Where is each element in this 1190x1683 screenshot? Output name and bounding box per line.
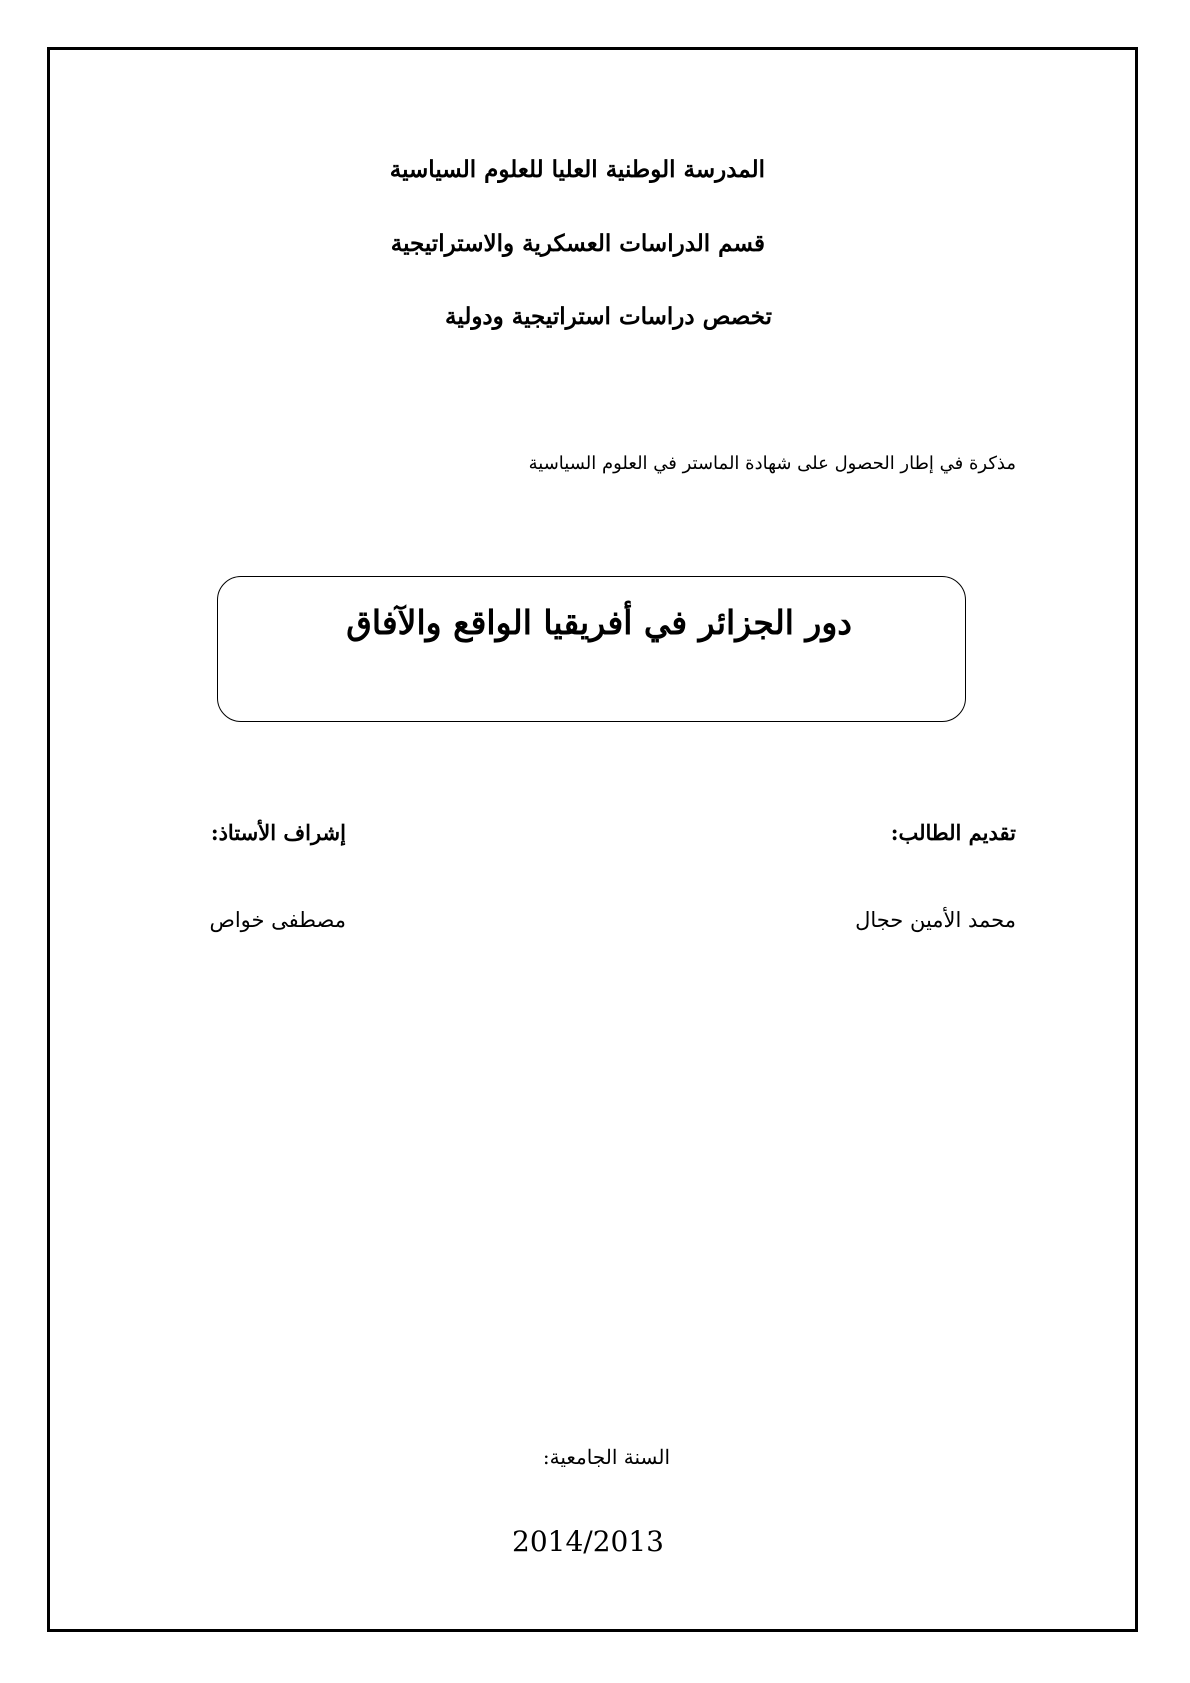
thesis-title: دور الجزائر في أفريقيا الواقع والآفاق [346, 603, 852, 642]
specialty-name: تخصص دراسات استراتيجية ودولية [445, 303, 772, 330]
supervisor-name: مصطفى خواص [209, 908, 346, 932]
student-label: تقديم الطالب: [890, 820, 1016, 845]
supervisor-label: إشراف الأستاذ: [210, 820, 346, 845]
school-name: المدرسة الوطنية العليا للعلوم السياسية [389, 156, 765, 183]
thesis-subtitle: مذكرة في إطار الحصول على شهادة الماستر في العلوم السياسية [528, 453, 1016, 474]
student-name: محمد الأمين حجال [855, 908, 1016, 932]
title-box [217, 576, 966, 722]
academic-year-label: السنة الجامعية: [542, 1445, 670, 1469]
department-name: قسم الدراسات العسكرية والاستراتيجية [390, 230, 765, 257]
academic-year-value: 2014/2013 [512, 1525, 664, 1558]
